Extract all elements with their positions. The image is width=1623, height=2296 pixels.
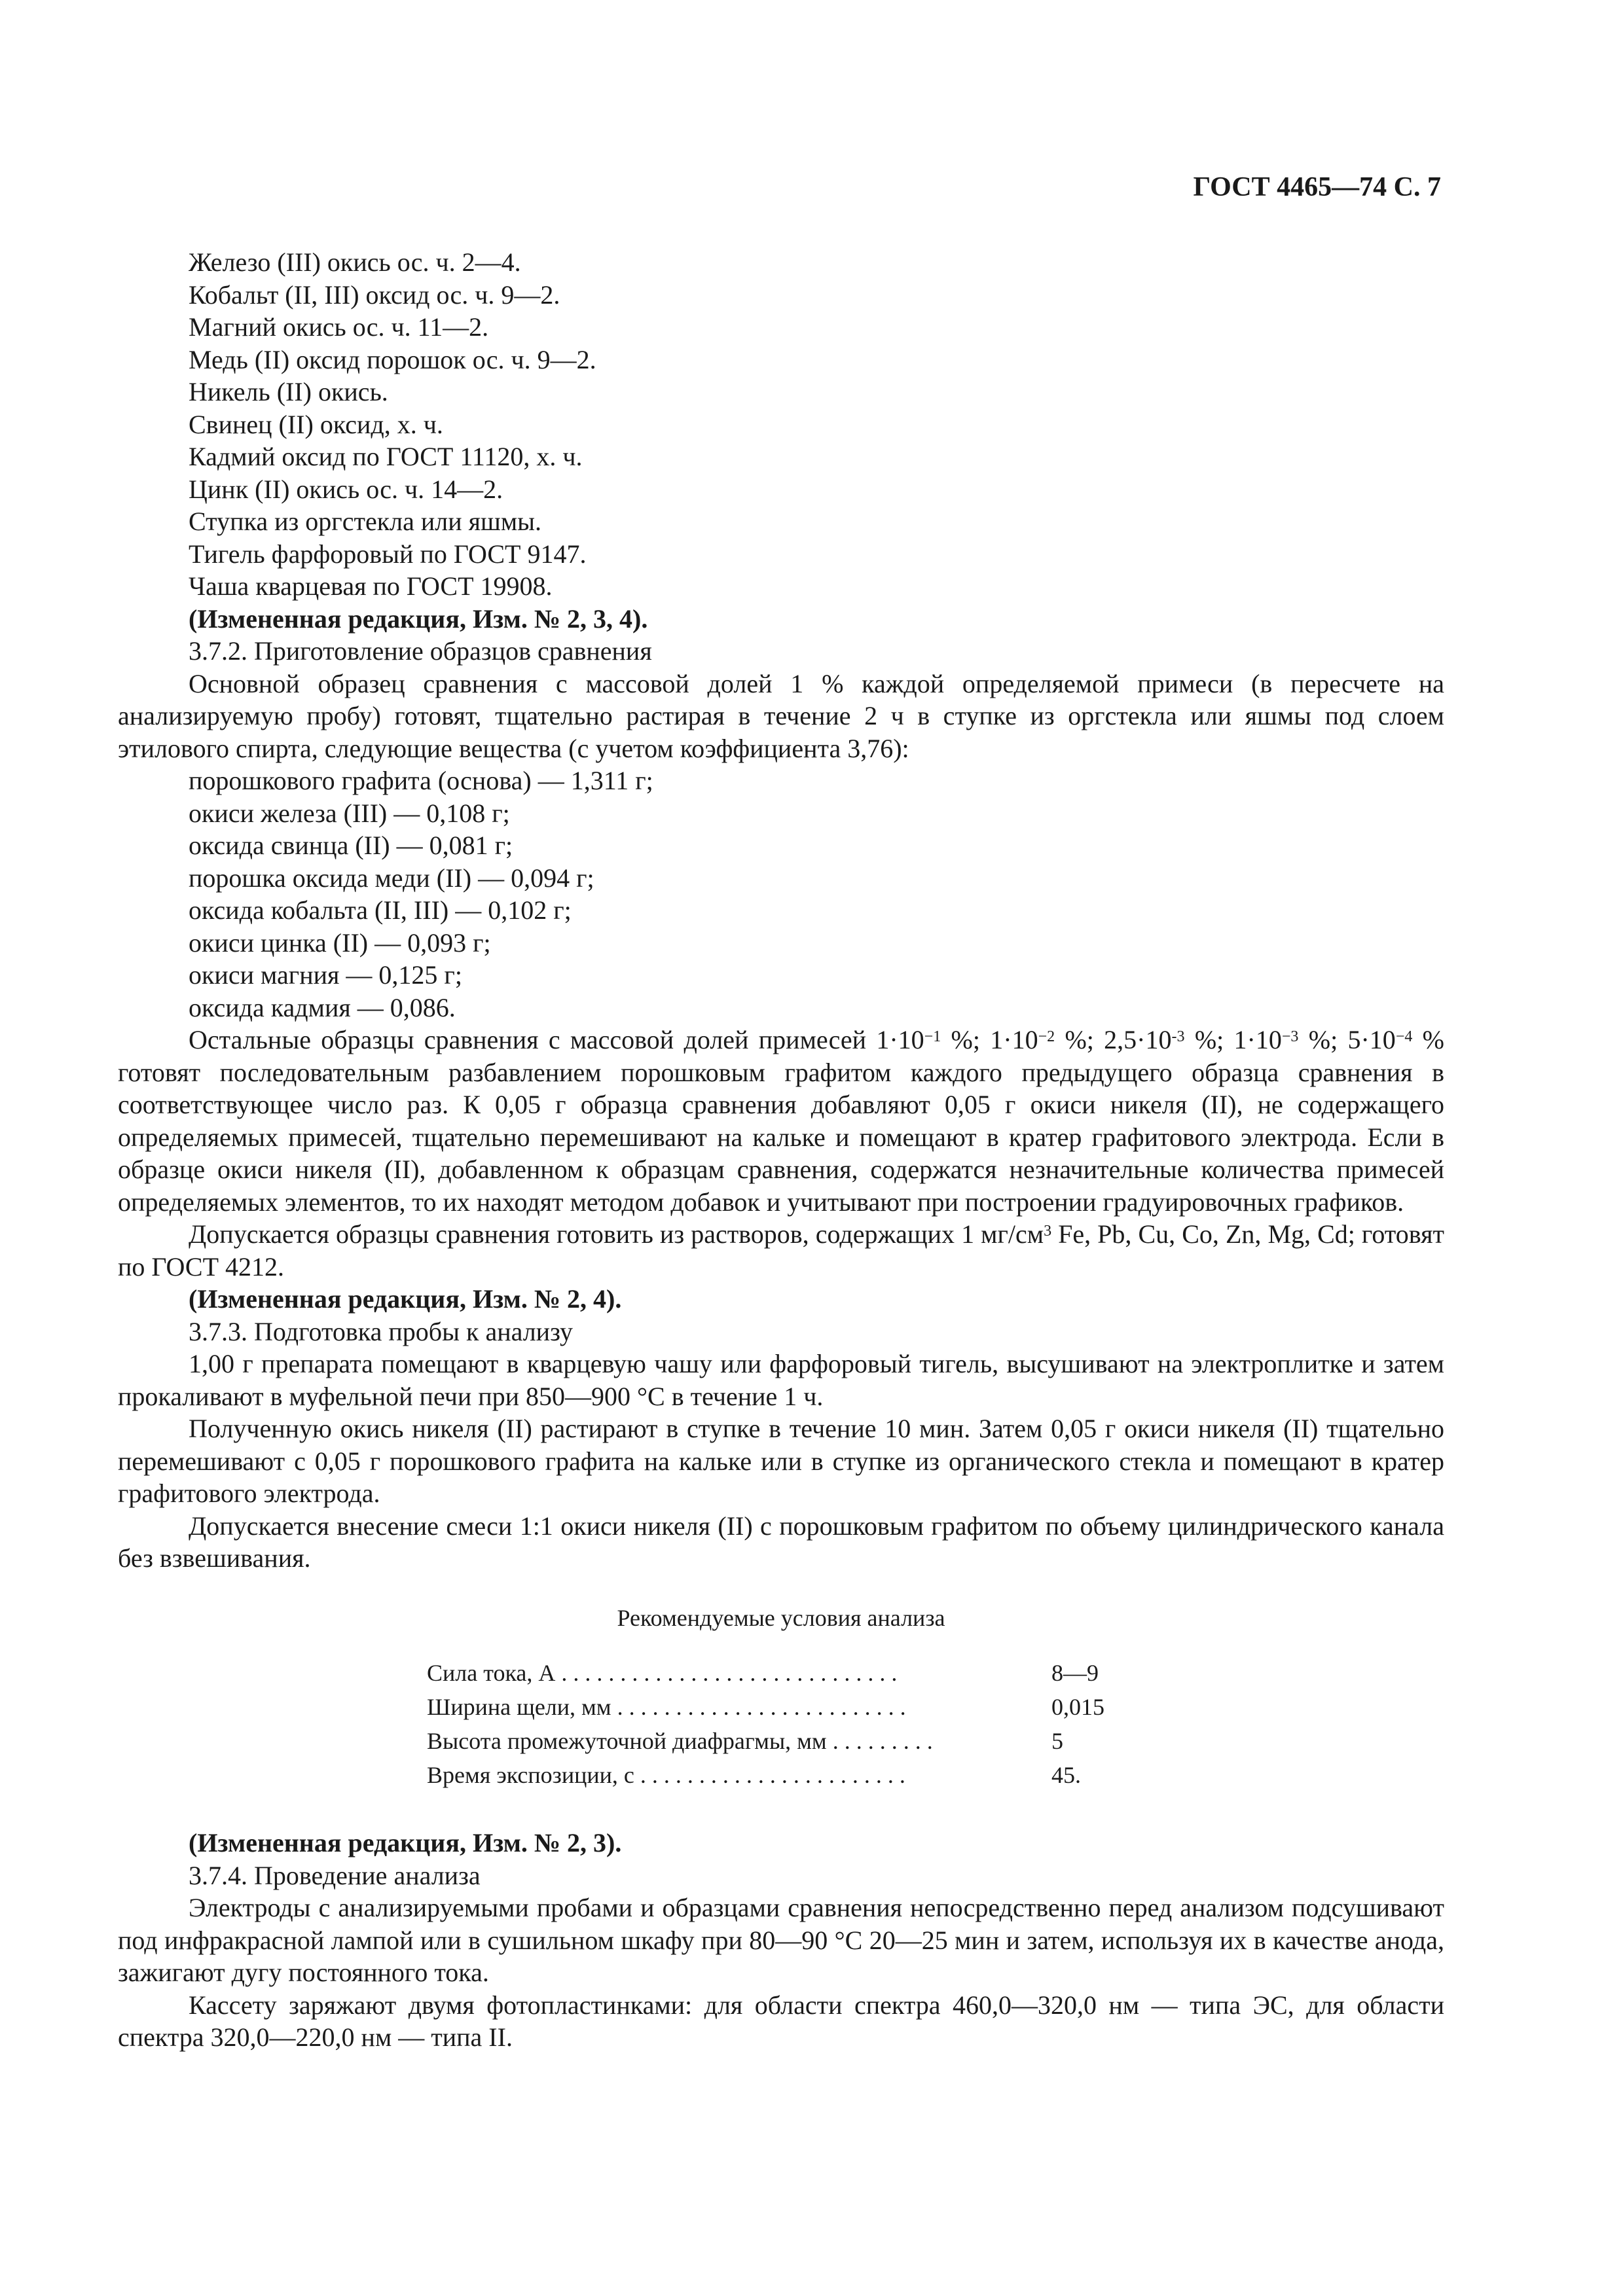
paragraph: Кассету заряжают двумя фотопластинками: для области спектра 460,0—320,0 нм — типа ЭС, для области спектра 320,0—220,0 нм — типа II. bbox=[118, 1990, 1444, 2052]
document-body bbox=[118, 246, 1444, 2054]
reagent-item: Медь (II) оксид порошок ос. ч. 9—2. bbox=[189, 344, 596, 374]
section-title-3-7-2: 3.7.2. Приготовление образцов сравнения bbox=[189, 636, 652, 666]
amendment-note: (Измененная редакция, Изм. № 2, 3). bbox=[189, 1828, 622, 1857]
exponent: −4 bbox=[1395, 1028, 1413, 1045]
reagent-item: Никель (II) окись. bbox=[189, 377, 388, 406]
reagent-item: Свинец (II) оксид, х. ч. bbox=[189, 409, 443, 439]
condition-label: Ширина щели, мм . . . . . . . . . . . . . . . . . . . . . . . . . bbox=[427, 1694, 906, 1721]
amendment-note: (Измененная редакция, Изм. № 2, 3, 4). bbox=[189, 603, 648, 634]
paragraph bbox=[118, 1024, 1444, 1218]
exponent: 3 bbox=[1044, 1223, 1052, 1240]
reagent-item: Кадмий оксид по ГОСТ 11120, х. ч. bbox=[189, 442, 583, 471]
paragraph: 1,00 г препарата помещают в кварцевую чашу или фарфоровый тигель, высушивают на электроплитке и затем прокаливают в муфельной печи при 850—900 °С в течение 1 ч. bbox=[118, 1349, 1444, 1411]
text-run: %; 2,5·10 bbox=[1055, 1025, 1172, 1054]
reagent-item: Железо (III) окись ос. ч. 2—4. bbox=[189, 247, 521, 277]
exponent: −2 bbox=[1038, 1028, 1055, 1045]
section-title-3-7-4: 3.7.4. Проведение анализа bbox=[189, 1860, 481, 1890]
condition-value: 5 bbox=[1051, 1728, 1063, 1755]
text-run: Допускается образцы сравнения готовить из растворов, содержащих 1 мг/см bbox=[189, 1219, 1044, 1249]
condition-label: Сила тока, А . . . . . . . . . . . . . . . . . . . . . . . . . . . . . bbox=[427, 1660, 898, 1687]
paragraph: Электроды с анализируемыми пробами и образцами сравнения непосредственно перед анализом подсушивают под инфракрасной лампой или в сушильном шкафу при 80—90 °С 20—25 мин и затем, используя их в качестве анода, зажигают дугу постоянного тока. bbox=[118, 1893, 1444, 1987]
text-run: % готовят последовательным разбавлением порошковым графитом каждого предыдущего образца сравнения в соответствующее число раз. К 0,05 г образца сравнения добавляют 0,05 г окиси никеля (II), не содержащего определяемых примесей, тщательно перемешивают на кальке и помещают в кратер графитового электрода. Если в образце окиси никеля (II), добавленном к образцам сравнения, содержатся незначительные количества примесей определяемых элементов, то их находят методом добавок и учитывают при построении градуировочных графиков. bbox=[118, 1025, 1444, 1217]
condition-value: 0,015 bbox=[1051, 1694, 1104, 1721]
conditions-title: Рекомендуемые условия анализа bbox=[617, 1604, 945, 1631]
table-row bbox=[427, 1657, 1104, 1691]
table-row bbox=[427, 1759, 1104, 1793]
reagent-item: Ступка из оргстекла или яшмы. bbox=[189, 507, 542, 536]
substance-item: оксида свинца (II) — 0,081 г; bbox=[189, 831, 513, 860]
reagent-item: Тигель фарфоровый по ГОСТ 9147. bbox=[189, 539, 587, 569]
substance-item: порошка оксида меди (II) — 0,094 г; bbox=[189, 863, 594, 893]
reagent-item: Магний окись ос. ч. 11—2. bbox=[189, 312, 489, 342]
condition-value: 8—9 bbox=[1051, 1660, 1099, 1687]
exponent: −1 bbox=[924, 1028, 941, 1045]
exponent: -3 bbox=[1171, 1028, 1185, 1045]
table-row bbox=[427, 1691, 1104, 1725]
reagent-item: Чаша кварцевая по ГОСТ 19908. bbox=[189, 571, 553, 601]
condition-label: Высота промежуточной диафрагмы, мм . . . . . . . . . bbox=[427, 1728, 933, 1755]
reagent-item: Цинк (II) окись ос. ч. 14—2. bbox=[189, 474, 503, 504]
substance-item: окиси железа (III) — 0,108 г; bbox=[189, 798, 510, 828]
substance-item: окиси цинка (II) — 0,093 г; bbox=[189, 927, 491, 958]
spacer bbox=[118, 1793, 1444, 1827]
condition-label: Время экспозиции, с . . . . . . . . . . . . . . . . . . . . . . . bbox=[427, 1762, 905, 1789]
paragraph: Полученную окись никеля (II) растирают в ступке в течение 10 мин. Затем 0,05 г окиси никеля (II) тщательно перемешивают с 0,05 г порошкового графита на кальке или в ступке из органического стекла и помещают в кратер графитового электрода. bbox=[118, 1414, 1444, 1508]
condition-value: 45. bbox=[1051, 1762, 1081, 1789]
paragraph bbox=[118, 1218, 1444, 1283]
reagent-item: Кобальт (II, III) оксид ос. ч. 9—2. bbox=[189, 279, 560, 310]
section-title-3-7-3: 3.7.3. Подготовка пробы к анализу bbox=[189, 1316, 574, 1346]
substance-item: окиси магния — 0,125 г; bbox=[189, 960, 462, 990]
table-row bbox=[427, 1725, 1104, 1759]
substance-item: порошкового графита (основа) — 1,311 г; bbox=[189, 766, 653, 795]
exponent: −3 bbox=[1281, 1028, 1299, 1045]
text-run: Fe, Pb, Cu, Co, Zn, Mg, Cd; готовят по ГОСТ 4212. bbox=[118, 1219, 1444, 1282]
paragraph: Допускается внесение смеси 1:1 окиси никеля (II) с порошковым графитом по объему цилиндрического канала без взвешивания. bbox=[118, 1511, 1444, 1573]
substance-item: оксида кадмия — 0,086. bbox=[189, 992, 456, 1022]
page-header: ГОСТ 4465—74 С. 7 bbox=[1193, 172, 1441, 202]
conditions-table bbox=[427, 1657, 1104, 1793]
substance-item: оксида кобальта (II, III) — 0,102 г; bbox=[189, 895, 572, 925]
paragraph: Основной образец сравнения с массовой долей 1 % каждой определяемой примеси (в пересчете на анализируемую пробу) готовят, тщательно растирая в течение 2 ч в ступке из оргстекла или яшмы под слоем этилового спирта, следующие вещества (с учетом коэффициента 3,76): bbox=[118, 668, 1444, 763]
text-run: %; 1·10 bbox=[941, 1025, 1038, 1054]
text-run: Остальные образцы сравнения с массовой долей примесей 1·10 bbox=[189, 1025, 924, 1054]
text-run: %; 5·10 bbox=[1298, 1025, 1396, 1054]
text-run: %; 1·10 bbox=[1184, 1025, 1282, 1054]
amendment-note: (Измененная редакция, Изм. № 2, 4). bbox=[189, 1284, 622, 1314]
